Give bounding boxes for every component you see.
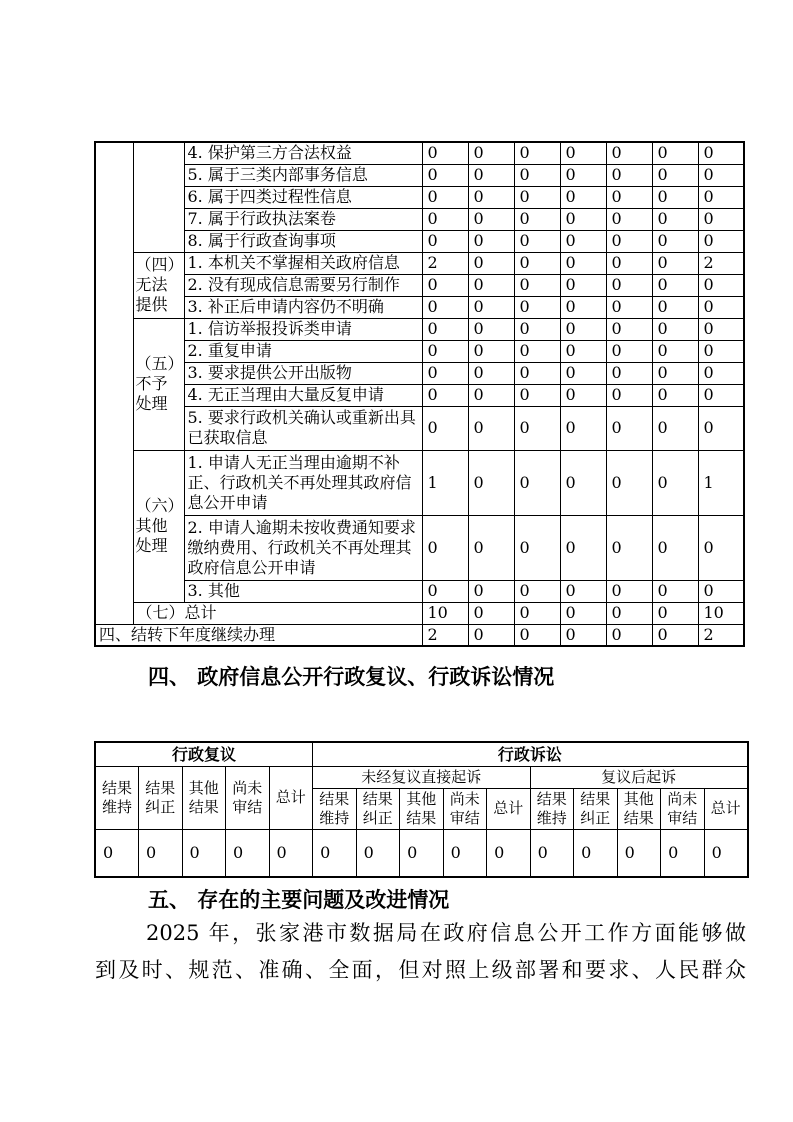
value-cell: 0 <box>652 164 698 186</box>
value-cell: 0 <box>574 829 618 877</box>
value-cell: 0 <box>698 515 744 580</box>
value-cell: 0 <box>606 252 652 274</box>
value-cell: 0 <box>652 406 698 450</box>
value-cell: 0 <box>530 829 574 877</box>
value-cell: 0 <box>560 274 606 296</box>
value-cell: 0 <box>356 829 400 877</box>
column-header-cell: 结果维持 <box>313 788 357 829</box>
carryover-label-cell: 四、结转下年度继续办理 <box>95 624 422 646</box>
value-cell: 0 <box>226 829 270 877</box>
value-cell: 0 <box>422 362 468 384</box>
paragraph-line: 到及时、规范、准确、全面，但对照上级部署和要求、人民群众 <box>95 958 746 982</box>
row-label-cell: 2. 申请人逾期未按收费通知要求缴纳费用、行政机关不再处理其政府信息公开申请 <box>184 515 422 580</box>
value-cell: 1 <box>698 450 744 515</box>
table1-total-row <box>95 602 744 624</box>
value-cell: 0 <box>606 142 652 164</box>
total-label-cell: （七）总计 <box>133 602 422 624</box>
value-cell: 0 <box>95 829 139 877</box>
group-header-cell: 行政诉讼 <box>313 742 748 766</box>
group-header-cell: 行政复议 <box>95 742 313 766</box>
value-cell: 0 <box>560 208 606 230</box>
value-cell: 0 <box>698 208 744 230</box>
value-cell: 0 <box>652 362 698 384</box>
row-label-cell: 4. 无正当理由大量反复申请 <box>184 384 422 406</box>
value-cell: 0 <box>468 624 514 646</box>
value-cell: 0 <box>560 384 606 406</box>
value-cell: 0 <box>606 186 652 208</box>
value-cell: 0 <box>514 340 560 362</box>
row-label-cell: 5. 要求行政机关确认或重新出具已获取信息 <box>184 406 422 450</box>
value-cell: 0 <box>606 450 652 515</box>
table1-row <box>95 142 744 164</box>
value-cell: 0 <box>652 450 698 515</box>
value-cell: 0 <box>652 142 698 164</box>
value-cell: 0 <box>468 318 514 340</box>
value-cell: 10 <box>698 602 744 624</box>
value-cell: 0 <box>560 602 606 624</box>
value-cell: 0 <box>698 318 744 340</box>
value-cell: 0 <box>514 208 560 230</box>
value-cell: 0 <box>487 829 531 877</box>
value-cell: 0 <box>514 406 560 450</box>
value-cell: 0 <box>422 186 468 208</box>
row-label-cell: 2. 重复申请 <box>184 340 422 362</box>
value-cell: 2 <box>422 252 468 274</box>
value-cell: 0 <box>606 515 652 580</box>
subgroup-header-cell: 未经复议直接起诉 <box>313 766 531 788</box>
value-cell: 0 <box>468 406 514 450</box>
value-cell: 0 <box>652 384 698 406</box>
value-cell: 0 <box>400 829 444 877</box>
value-cell: 0 <box>422 208 468 230</box>
value-cell: 0 <box>468 515 514 580</box>
section-4-heading: 四、 政府信息公开行政复议、行政诉讼情况 <box>148 665 555 689</box>
table1-row <box>95 384 744 406</box>
value-cell: 0 <box>514 252 560 274</box>
table1-row <box>95 274 744 296</box>
value-cell: 0 <box>468 142 514 164</box>
value-cell: 0 <box>606 208 652 230</box>
section-5-heading: 五、 存在的主要问题及改进情况 <box>148 888 450 912</box>
group-label-cell: （五）不予处理 <box>133 318 184 450</box>
value-cell: 0 <box>698 274 744 296</box>
value-cell: 0 <box>422 580 468 602</box>
value-cell: 0 <box>698 580 744 602</box>
value-cell: 0 <box>468 296 514 318</box>
row-label-cell: 3. 其他 <box>184 580 422 602</box>
value-cell: 0 <box>560 252 606 274</box>
table1-carryover-row <box>95 624 744 646</box>
value-cell: 0 <box>422 406 468 450</box>
value-cell: 0 <box>514 274 560 296</box>
value-cell: 0 <box>606 164 652 186</box>
value-cell: 0 <box>652 602 698 624</box>
value-cell: 0 <box>468 450 514 515</box>
value-cell: 0 <box>606 340 652 362</box>
value-cell: 0 <box>560 186 606 208</box>
value-cell: 0 <box>468 340 514 362</box>
value-cell: 0 <box>422 340 468 362</box>
value-cell: 0 <box>652 186 698 208</box>
value-cell: 0 <box>652 230 698 252</box>
value-cell: 0 <box>698 384 744 406</box>
value-cell: 0 <box>560 296 606 318</box>
value-cell: 0 <box>514 515 560 580</box>
value-cell: 0 <box>514 580 560 602</box>
value-cell: 10 <box>422 602 468 624</box>
column-header-cell: 尚未审结 <box>226 766 270 829</box>
value-cell: 0 <box>560 362 606 384</box>
value-cell: 0 <box>652 252 698 274</box>
value-cell: 0 <box>652 274 698 296</box>
table1-row <box>95 186 744 208</box>
value-cell: 0 <box>606 362 652 384</box>
value-cell: 0 <box>514 450 560 515</box>
value-cell: 0 <box>514 296 560 318</box>
column-header-cell: 结果纠正 <box>139 766 183 829</box>
value-cell: 0 <box>514 602 560 624</box>
value-cell: 0 <box>182 829 226 877</box>
value-cell: 0 <box>514 164 560 186</box>
value-cell: 0 <box>606 274 652 296</box>
column-header-cell: 结果纠正 <box>574 788 618 829</box>
row-label-cell: 3. 要求提供公开出版物 <box>184 362 422 384</box>
merged-empty-cell <box>95 142 133 624</box>
value-cell: 2 <box>422 624 468 646</box>
value-cell: 0 <box>560 142 606 164</box>
table2-data-row <box>95 829 748 877</box>
row-label-cell: 3. 补正后申请内容仍不明确 <box>184 296 422 318</box>
table1-row <box>95 208 744 230</box>
value-cell: 0 <box>652 340 698 362</box>
column-header-cell: 其他结果 <box>182 766 226 829</box>
value-cell: 0 <box>468 252 514 274</box>
value-cell: 0 <box>422 318 468 340</box>
column-header-cell: 其他结果 <box>400 788 444 829</box>
value-cell: 0 <box>468 186 514 208</box>
value-cell: 0 <box>652 296 698 318</box>
column-header-cell: 总计 <box>704 788 748 829</box>
value-cell: 0 <box>422 230 468 252</box>
table1-row <box>95 318 744 340</box>
column-header-cell: 尚未审结 <box>661 788 705 829</box>
value-cell: 0 <box>606 624 652 646</box>
value-cell: 0 <box>468 164 514 186</box>
value-cell: 0 <box>606 318 652 340</box>
table1-row <box>95 362 744 384</box>
value-cell: 0 <box>698 142 744 164</box>
value-cell: 0 <box>468 274 514 296</box>
value-cell: 0 <box>606 406 652 450</box>
value-cell: 0 <box>422 384 468 406</box>
value-cell: 0 <box>698 340 744 362</box>
group-label-cell <box>133 142 184 252</box>
row-label-cell: 4. 保护第三方合法权益 <box>184 142 422 164</box>
value-cell: 0 <box>560 318 606 340</box>
value-cell: 0 <box>661 829 705 877</box>
value-cell: 0 <box>652 208 698 230</box>
row-label-cell: 8. 属于行政查询事项 <box>184 230 422 252</box>
table1-row <box>95 450 744 515</box>
value-cell: 0 <box>313 829 357 877</box>
value-cell: 0 <box>468 602 514 624</box>
value-cell: 0 <box>468 384 514 406</box>
value-cell: 0 <box>704 829 748 877</box>
value-cell: 0 <box>560 624 606 646</box>
value-cell: 0 <box>422 515 468 580</box>
value-cell: 1 <box>422 450 468 515</box>
row-label-cell: 1. 本机关不掌握相关政府信息 <box>184 252 422 274</box>
value-cell: 0 <box>698 362 744 384</box>
value-cell: 0 <box>514 142 560 164</box>
table2-group-header-row <box>95 742 748 766</box>
value-cell: 0 <box>468 362 514 384</box>
table2-subheader-row <box>95 766 748 788</box>
row-label-cell: 5. 属于三类内部事务信息 <box>184 164 422 186</box>
value-cell: 0 <box>443 829 487 877</box>
value-cell: 0 <box>698 230 744 252</box>
value-cell: 0 <box>468 230 514 252</box>
table1-row <box>95 252 744 274</box>
value-cell: 0 <box>560 164 606 186</box>
value-cell: 0 <box>269 829 313 877</box>
application-results-table <box>94 141 745 647</box>
column-header-cell: 总计 <box>487 788 531 829</box>
group-label-cell: （四）无法提供 <box>133 252 184 318</box>
value-cell: 0 <box>698 186 744 208</box>
column-header-cell: 其他结果 <box>617 788 661 829</box>
value-cell: 0 <box>514 230 560 252</box>
value-cell: 0 <box>422 296 468 318</box>
value-cell: 0 <box>422 164 468 186</box>
row-label-cell: 1. 申请人无正当理由逾期不补正、行政机关不再处理其政府信息公开申请 <box>184 450 422 515</box>
subgroup-header-cell: 复议后起诉 <box>530 766 748 788</box>
value-cell: 0 <box>560 340 606 362</box>
value-cell: 0 <box>468 208 514 230</box>
value-cell: 0 <box>514 624 560 646</box>
table1-row <box>95 164 744 186</box>
value-cell: 0 <box>514 362 560 384</box>
value-cell: 0 <box>652 580 698 602</box>
value-cell: 0 <box>422 142 468 164</box>
value-cell: 0 <box>698 296 744 318</box>
value-cell: 0 <box>560 450 606 515</box>
value-cell: 0 <box>468 580 514 602</box>
value-cell: 0 <box>606 230 652 252</box>
table1-row <box>95 230 744 252</box>
paragraph-line: 2025 年，张家港市数据局在政府信息公开工作方面能够做 <box>146 921 746 945</box>
value-cell: 0 <box>606 384 652 406</box>
review-litigation-table <box>94 741 749 878</box>
value-cell: 0 <box>652 624 698 646</box>
value-cell: 0 <box>514 384 560 406</box>
value-cell: 0 <box>514 318 560 340</box>
row-label-cell: 1. 信访举报投诉类申请 <box>184 318 422 340</box>
value-cell: 0 <box>560 515 606 580</box>
group-label-cell: （六）其他处理 <box>133 450 184 602</box>
value-cell: 0 <box>698 406 744 450</box>
row-label-cell: 2. 没有现成信息需要另行制作 <box>184 274 422 296</box>
table1-row <box>95 580 744 602</box>
table1-row <box>95 406 744 450</box>
value-cell: 0 <box>560 406 606 450</box>
value-cell: 0 <box>652 515 698 580</box>
value-cell: 0 <box>606 602 652 624</box>
table1-row <box>95 515 744 580</box>
table1-row <box>95 340 744 362</box>
value-cell: 0 <box>560 230 606 252</box>
row-label-cell: 6. 属于四类过程性信息 <box>184 186 422 208</box>
column-header-cell: 总计 <box>269 766 313 829</box>
value-cell: 0 <box>606 296 652 318</box>
value-cell: 0 <box>560 580 606 602</box>
value-cell: 0 <box>139 829 183 877</box>
value-cell: 0 <box>606 580 652 602</box>
value-cell: 0 <box>698 164 744 186</box>
column-header-cell: 结果维持 <box>95 766 139 829</box>
value-cell: 0 <box>514 186 560 208</box>
column-header-cell: 尚未审结 <box>443 788 487 829</box>
value-cell: 0 <box>422 274 468 296</box>
value-cell: 0 <box>617 829 661 877</box>
table1-row <box>95 296 744 318</box>
column-header-cell: 结果维持 <box>530 788 574 829</box>
row-label-cell: 7. 属于行政执法案卷 <box>184 208 422 230</box>
value-cell: 0 <box>652 318 698 340</box>
value-cell: 2 <box>698 252 744 274</box>
column-header-cell: 结果纠正 <box>356 788 400 829</box>
value-cell: 2 <box>698 624 744 646</box>
